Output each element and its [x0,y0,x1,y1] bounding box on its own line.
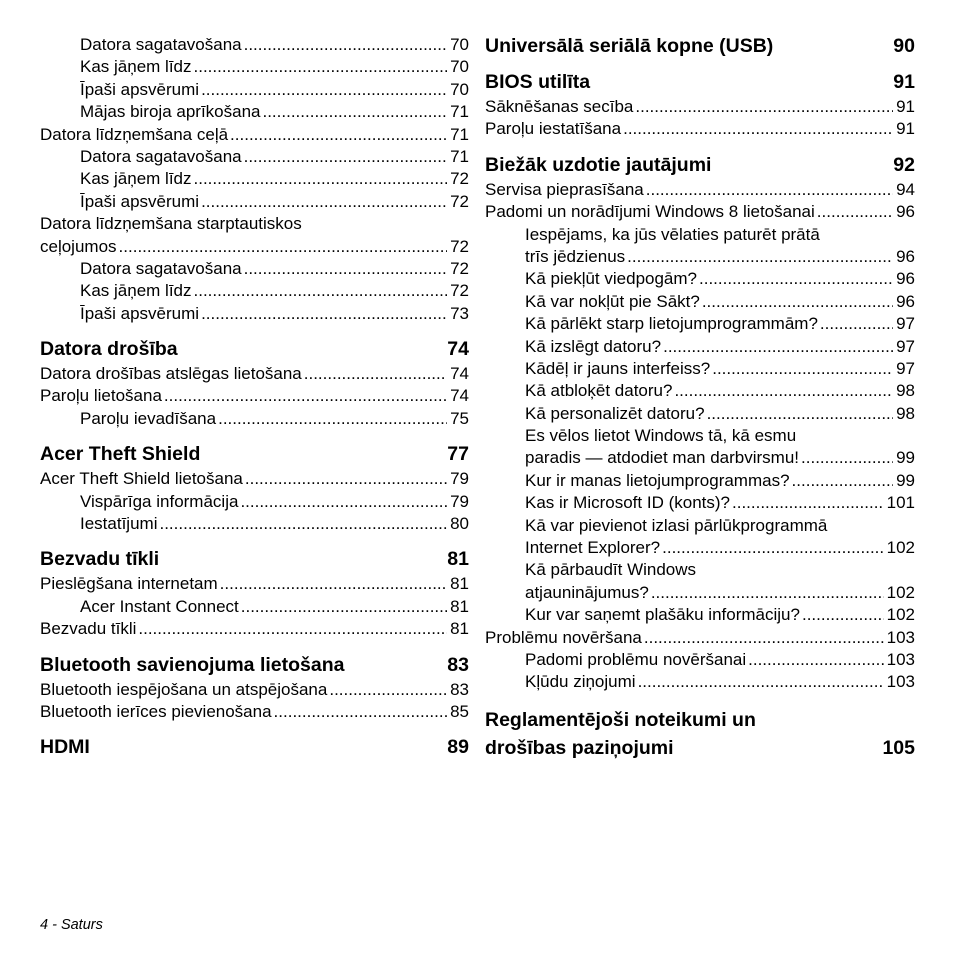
toc-entry[interactable] [80,408,469,430]
dot-leader [748,649,884,671]
dot-leader [244,258,447,280]
toc-section-heading[interactable] [485,153,915,177]
toc-entry[interactable] [80,280,469,302]
entry-page-number: 91 [896,97,915,116]
entry-page-number: 71 [450,146,469,166]
entry-page-number: 73 [450,303,469,323]
dot-leader [138,618,447,640]
toc-entry[interactable] [525,425,915,470]
toc-entry[interactable] [40,468,469,490]
section-title: Datora drošība [40,338,178,361]
entry-title: Iestatījumi [80,514,158,534]
entry-title: ceļojumos [40,236,117,256]
toc-entry[interactable] [40,679,469,701]
toc-entry[interactable] [525,268,915,290]
entry-title-line1: Datora līdzņemšana starptautiskos [40,214,302,234]
dot-leader [194,280,448,302]
entry-title: Kas jāņem līdz [80,57,192,77]
entry-page-number: 70 [450,35,469,54]
entry-page-number: 96 [896,269,915,289]
entry-page-number: 103 [886,650,915,670]
toc-section-heading[interactable] [40,653,469,677]
entry-page-number: 103 [886,672,915,692]
entry-title: Datora sagatavošana [80,258,242,278]
dot-leader [651,582,884,604]
dot-leader [245,468,447,490]
toc-entry[interactable] [485,118,915,140]
dot-leader [707,403,894,425]
entry-title: Pieslēgšana internetam [40,574,218,594]
entry-page-number: 98 [896,403,915,423]
toc-entry[interactable] [80,596,469,618]
section-title-line2: drošības paziņojumi [485,737,674,760]
entry-page-number: 74 [450,364,469,384]
section-title: Bezvadu tīkli [40,548,160,571]
toc-entry[interactable] [80,101,469,123]
entry-title: Kas jāņem līdz [80,169,192,189]
dot-leader [218,408,447,430]
entry-page-number: 80 [450,514,469,534]
entry-title: Acer Instant Connect [80,596,239,616]
toc-entry[interactable] [525,380,915,402]
dot-leader [194,56,448,78]
entry-title-line1: Es vēlos lietot Windows tā, kā esmu [525,426,797,446]
toc-entry[interactable] [525,224,915,269]
toc-column-left [40,34,469,761]
toc-entry[interactable] [80,56,469,78]
entry-page-number: 91 [896,119,915,139]
dot-leader [159,513,447,535]
entry-page-number: 103 [886,627,915,647]
section-page-number: 83 [447,653,469,676]
toc-entry[interactable] [80,146,469,168]
dot-leader [201,79,447,101]
entry-title: Kas ir Microsoft ID (konts)? [525,493,730,513]
section-title: Bluetooth savienojuma lietošana [40,653,345,676]
toc-entry[interactable] [525,313,915,335]
entry-page-number: 102 [886,538,915,558]
entry-title: Padomi un norādījumi Windows 8 lietošanai [485,202,815,222]
toc-entry[interactable] [80,168,469,190]
toc-entry[interactable] [525,291,915,313]
entry-title: atjauninājumus? [525,582,649,602]
entry-page-number: 102 [886,582,915,602]
dot-leader [274,701,448,723]
section-page-number: 74 [447,338,469,361]
dot-leader [262,101,447,123]
entry-page-number: 101 [886,493,915,513]
dot-leader [119,236,448,258]
entry-title: Īpaši apsvērumi [80,303,200,323]
entry-page-number: 99 [896,470,915,490]
entry-page-number: 99 [896,448,915,468]
toc-section-heading[interactable] [40,735,469,759]
dot-leader [304,363,447,385]
toc-section-heading[interactable] [485,34,915,58]
dot-leader [802,604,884,626]
toc-entry[interactable] [80,491,469,513]
toc-entry[interactable] [40,385,469,407]
section-title: BIOS utilīta [485,71,591,93]
dot-leader [712,358,893,380]
entry-page-number: 97 [896,314,915,334]
dot-leader [164,385,447,407]
entry-title: Kā piekļūt viedpogām? [525,269,698,289]
dot-leader [194,168,448,190]
toc-section-heading[interactable] [40,337,469,361]
dot-leader [201,303,447,325]
toc-entry[interactable] [525,515,915,560]
toc-entry[interactable] [525,470,915,492]
toc-entry[interactable] [80,303,469,325]
toc-entry[interactable] [40,124,469,146]
section-title [485,706,882,763]
entry-title: Datora sagatavošana [80,35,242,54]
entry-title: Mājas biroja aprīkošana [80,102,261,122]
entry-page-number: 72 [450,258,469,278]
toc-section-heading[interactable] [40,547,469,571]
dot-leader [801,447,893,469]
entry-title: Datora drošības atslēgas lietošana [40,364,302,384]
toc-entry[interactable] [525,358,915,380]
entry-page-number: 98 [896,381,915,401]
entry-title: Datora sagatavošana [80,146,242,166]
entry-page-number: 102 [886,605,915,625]
toc-entry[interactable] [485,96,915,118]
toc-entry[interactable] [80,34,469,56]
entry-page-number: 71 [450,102,469,122]
toc-entry[interactable] [80,513,469,535]
dot-leader [732,492,884,514]
toc-entry[interactable] [40,213,469,258]
entry-title: Kā izslēgt datoru? [525,336,662,356]
entry-page-number: 79 [450,469,469,489]
toc-entry[interactable] [40,363,469,385]
dot-leader [674,380,893,402]
entry-page-number: 83 [450,679,469,699]
toc-section-heading[interactable] [485,706,915,763]
section-page-number: 89 [447,736,469,759]
toc-entry[interactable] [80,191,469,213]
entry-page-number: 94 [896,179,915,199]
dot-leader [662,537,883,559]
section-page-number: 77 [447,443,469,466]
dot-leader [241,596,447,618]
entry-title: Kur var saņemt plašāku informāciju? [525,605,800,625]
section-title: Acer Theft Shield [40,443,201,466]
entry-title: Problēmu novēršana [485,627,642,647]
entry-title: Bluetooth iespējošana un atspējošana [40,679,328,699]
toc-entry[interactable] [40,618,469,640]
toc-entry[interactable] [485,179,915,201]
entry-page-number: 70 [450,57,469,77]
entry-title: trīs jēdzienus [525,246,626,266]
dot-leader [792,470,894,492]
entry-page-number: 97 [896,336,915,356]
entry-page-number: 71 [450,124,469,144]
entry-title: Kas jāņem līdz [80,281,192,301]
toc-entry[interactable] [525,671,915,693]
entry-title: Kā pārlēkt starp lietojumprogrammām? [525,314,818,334]
entry-title: Bluetooth ierīces pievienošana [40,702,272,721]
toc-entry[interactable] [80,258,469,280]
toc-entry[interactable] [40,701,469,723]
entry-title: Acer Theft Shield lietošana [40,469,243,489]
entry-title: Kā personalizēt datoru? [525,403,705,423]
dot-leader [230,124,447,146]
entry-page-number: 72 [450,191,469,211]
toc-column-right [485,34,915,765]
entry-title: Kā var nokļūt pie Sākt? [525,291,700,311]
entry-title: Kādēļ ir jauns interfeiss? [525,358,711,378]
toc-entry[interactable] [525,492,915,514]
entry-page-number: 79 [450,491,469,511]
toc-entry[interactable] [525,336,915,358]
entry-title: Īpaši apsvērumi [80,191,200,211]
dot-leader [644,627,884,649]
entry-page-number: 81 [450,596,469,616]
dot-leader [627,246,893,268]
toc-entry[interactable] [525,604,915,626]
section-page-number: 105 [882,737,915,760]
section-title: Universālā seriālā kopne (USB) [485,35,774,57]
entry-page-number: 85 [450,702,469,721]
section-title: HDMI [40,736,90,759]
section-page-number: 91 [893,71,915,93]
dot-leader [820,313,893,335]
dot-leader [220,573,447,595]
dot-leader [244,34,447,56]
entry-page-number: 72 [450,169,469,189]
entry-page-number: 81 [450,619,469,639]
entry-title: Īpaši apsvērumi [80,79,200,99]
entry-title: Padomi problēmu novēršanai [525,650,747,670]
entry-page-number: 97 [896,358,915,378]
dot-leader [646,179,893,201]
dot-leader [623,118,893,140]
toc-entry[interactable] [80,79,469,101]
entry-title: Kur ir manas lietojumprogrammas? [525,470,790,490]
toc-entry[interactable] [485,627,915,649]
entry-title: Bezvadu tīkli [40,619,137,639]
toc-entry[interactable] [525,649,915,671]
dot-leader [244,146,447,168]
entry-title: Paroļu lietošana [40,386,162,406]
entry-page-number: 70 [450,79,469,99]
toc-entry[interactable] [525,403,915,425]
dot-leader [638,671,884,693]
dot-leader [817,201,893,223]
section-page-number: 90 [893,35,915,57]
entry-page-number: 81 [450,574,469,594]
entry-title: Paroļu ievadīšana [80,408,217,428]
entry-page-number: 72 [450,281,469,301]
section-page-number: 81 [447,548,469,571]
entry-title: Sāknēšanas secība [485,97,634,116]
entry-title-line1: Iespējams, ka jūs vēlaties paturēt prātā [525,224,820,244]
toc-entry[interactable] [485,201,915,223]
section-page-number: 92 [893,153,915,176]
section-title: Biežāk uzdotie jautājumi [485,153,712,176]
toc-section-heading[interactable] [40,442,469,466]
entry-title: Datora līdzņemšana ceļā [40,124,229,144]
entry-title: Paroļu iestatīšana [485,119,622,139]
entry-page-number: 75 [450,408,469,428]
dot-leader [702,291,893,313]
dot-leader [699,268,893,290]
entry-title: Kā atbloķēt datoru? [525,381,673,401]
page-footer: 4 - Saturs [40,917,103,933]
toc-entry[interactable] [40,573,469,595]
entry-title-line1: Kā var pievienot izlasi pārlūkprogrammā [525,515,828,535]
entry-page-number: 96 [896,202,915,222]
dot-leader [240,491,447,513]
dot-leader [663,336,893,358]
toc-section-heading[interactable] [485,70,915,94]
entry-page-number: 72 [450,236,469,256]
section-title-line1: Reglamentējoši noteikumi un [485,708,756,731]
entry-page-number: 96 [896,246,915,266]
entry-title: Servisa pieprasīšana [485,179,644,199]
entry-title: Vispārīga informācija [80,491,239,511]
dot-leader [201,191,447,213]
entry-page-number: 96 [896,291,915,311]
dot-leader [329,679,447,701]
entry-title-line1: Kā pārbaudīt Windows [525,560,697,580]
dot-leader [635,96,893,118]
toc-entry[interactable] [525,559,915,604]
entry-title: Internet Explorer? [525,538,661,558]
entry-title: paradis — atdodiet man darbvirsmu! [525,448,800,468]
entry-title: Kļūdu ziņojumi [525,672,636,692]
entry-page-number: 74 [450,386,469,406]
